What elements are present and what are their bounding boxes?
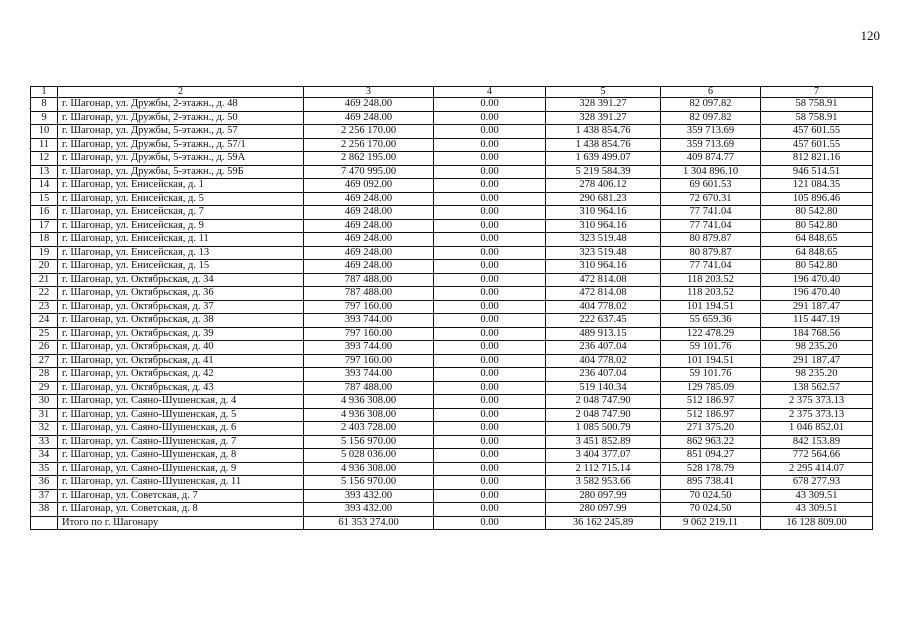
table-row — [31, 233, 873, 247]
row-number-cell: 20 — [31, 260, 58, 274]
address-cell: г. Шагонар, ул. Октябрьская, д. 38 — [58, 314, 304, 328]
col4-cell: 0.00 — [434, 368, 546, 382]
col4-cell: 0.00 — [434, 395, 546, 409]
col4-cell: 0.00 — [434, 408, 546, 422]
column-header-6: 6 — [661, 87, 761, 98]
table-row — [31, 179, 873, 193]
table-row — [31, 98, 873, 112]
address-cell: г. Шагонар, ул. Дружбы, 5-этажн., д. 59Б — [58, 165, 304, 179]
total-cost-cell: 4 936 308.00 — [304, 462, 434, 476]
col5-cell: 278 406.12 — [546, 179, 661, 193]
total-cost-cell: 393 744.00 — [304, 341, 434, 355]
total-col6-cell: 9 062 219.11 — [661, 516, 761, 530]
total-cost-cell: 2 403 728.00 — [304, 422, 434, 436]
col5-cell: 472 814.08 — [546, 273, 661, 287]
col4-cell: 0.00 — [434, 125, 546, 139]
column-header-2: 2 — [58, 87, 304, 98]
total-cost-cell: 469 248.00 — [304, 233, 434, 247]
row-number-cell: 34 — [31, 449, 58, 463]
total-col7-cell: 16 128 809.00 — [761, 516, 873, 530]
col5-cell: 3 451 852.89 — [546, 435, 661, 449]
col5-cell: 3 404 377.07 — [546, 449, 661, 463]
col6-cell: 1 304 896.10 — [661, 165, 761, 179]
col6-cell: 129 785.09 — [661, 381, 761, 395]
total-cost-cell: 4 936 308.00 — [304, 408, 434, 422]
col6-cell: 512 186.97 — [661, 408, 761, 422]
address-cell: г. Шагонар, ул. Октябрьская, д. 40 — [58, 341, 304, 355]
col7-cell: 58 758.91 — [761, 98, 873, 112]
col7-cell: 80 542.80 — [761, 260, 873, 274]
address-cell: г. Шагонар, ул. Енисейская, д. 11 — [58, 233, 304, 247]
total-cost-cell: 797 160.00 — [304, 327, 434, 341]
total-cost-cell: 2 256 170.00 — [304, 138, 434, 152]
col7-cell: 115 447.19 — [761, 314, 873, 328]
col6-cell: 69 601.53 — [661, 179, 761, 193]
address-cell: г. Шагонар, ул. Дружбы, 5-этажн., д. 57 — [58, 125, 304, 139]
col5-cell: 3 582 953.66 — [546, 476, 661, 490]
address-cell: г. Шагонар, ул. Енисейская, д. 9 — [58, 219, 304, 233]
total-total-cost-cell: 61 353 274.00 — [304, 516, 434, 530]
table-row — [31, 422, 873, 436]
column-header-7: 7 — [761, 87, 873, 98]
address-cell: г. Шагонар, ул. Саяно-Шушенская, д. 7 — [58, 435, 304, 449]
row-number-cell: 35 — [31, 462, 58, 476]
table-row — [31, 462, 873, 476]
col5-cell: 1 639 499.07 — [546, 152, 661, 166]
col5-cell: 489 913.15 — [546, 327, 661, 341]
col6-cell: 82 097.82 — [661, 98, 761, 112]
col4-cell: 0.00 — [434, 341, 546, 355]
total-cost-cell: 797 160.00 — [304, 354, 434, 368]
row-number-cell: 9 — [31, 111, 58, 125]
row-number-cell: 33 — [31, 435, 58, 449]
col4-cell: 0.00 — [434, 449, 546, 463]
table-row — [31, 503, 873, 517]
col5-cell: 236 407.04 — [546, 368, 661, 382]
total-row — [31, 516, 873, 530]
col6-cell: 862 963.22 — [661, 435, 761, 449]
table-row — [31, 300, 873, 314]
row-number-cell: 8 — [31, 98, 58, 112]
col4-cell: 0.00 — [434, 381, 546, 395]
col5-cell: 404 778.02 — [546, 354, 661, 368]
col4-cell: 0.00 — [434, 327, 546, 341]
total-cost-cell: 787 488.00 — [304, 273, 434, 287]
col5-cell: 290 681.23 — [546, 192, 661, 206]
row-number-cell: 18 — [31, 233, 58, 247]
row-number-cell: 30 — [31, 395, 58, 409]
col7-cell: 291 187.47 — [761, 300, 873, 314]
table-row — [31, 327, 873, 341]
total-col4-cell: 0.00 — [434, 516, 546, 530]
col6-cell: 77 741.04 — [661, 219, 761, 233]
row-number-cell: 23 — [31, 300, 58, 314]
column-header-1: 1 — [31, 87, 58, 98]
col5-cell: 310 964.16 — [546, 206, 661, 220]
column-header-4: 4 — [434, 87, 546, 98]
col6-cell: 59 101.76 — [661, 341, 761, 355]
col7-cell: 2 375 373.13 — [761, 408, 873, 422]
col5-cell: 519 140.34 — [546, 381, 661, 395]
row-number-cell: 21 — [31, 273, 58, 287]
table-row — [31, 219, 873, 233]
col4-cell: 0.00 — [434, 138, 546, 152]
col5-cell: 280 097.99 — [546, 489, 661, 503]
col5-cell: 222 637.45 — [546, 314, 661, 328]
total-cost-cell: 4 936 308.00 — [304, 395, 434, 409]
table-row — [31, 314, 873, 328]
row-number-cell: 11 — [31, 138, 58, 152]
address-cell: г. Шагонар, ул. Саяно-Шушенская, д. 8 — [58, 449, 304, 463]
table-row — [31, 138, 873, 152]
col4-cell: 0.00 — [434, 300, 546, 314]
address-cell: г. Шагонар, ул. Октябрьская, д. 39 — [58, 327, 304, 341]
column-header-5: 5 — [546, 87, 661, 98]
col6-cell: 528 178.79 — [661, 462, 761, 476]
table-row — [31, 408, 873, 422]
col5-cell: 323 519.48 — [546, 233, 661, 247]
address-cell: г. Шагонар, ул. Октябрьская, д. 36 — [58, 287, 304, 301]
row-number-cell: 22 — [31, 287, 58, 301]
row-number-cell: 29 — [31, 381, 58, 395]
col7-cell: 291 187.47 — [761, 354, 873, 368]
total-cost-cell: 469 248.00 — [304, 260, 434, 274]
table-header-row — [31, 87, 873, 98]
col7-cell: 138 562.57 — [761, 381, 873, 395]
col5-cell: 2 048 747.90 — [546, 408, 661, 422]
col5-cell: 2 112 715.14 — [546, 462, 661, 476]
address-cell: г. Шагонар, ул. Дружбы, 5-этажн., д. 59А — [58, 152, 304, 166]
col6-cell: 895 738.41 — [661, 476, 761, 490]
total-cost-cell: 797 160.00 — [304, 300, 434, 314]
total-cost-cell: 469 092.00 — [304, 179, 434, 193]
total-row-number-cell — [31, 516, 58, 530]
col5-cell: 328 391.27 — [546, 98, 661, 112]
total-cost-cell: 5 156 970.00 — [304, 476, 434, 490]
total-cost-cell: 469 248.00 — [304, 192, 434, 206]
row-number-cell: 14 — [31, 179, 58, 193]
col4-cell: 0.00 — [434, 219, 546, 233]
col6-cell: 77 741.04 — [661, 260, 761, 274]
col7-cell: 80 542.80 — [761, 206, 873, 220]
row-number-cell: 15 — [31, 192, 58, 206]
col4-cell: 0.00 — [434, 462, 546, 476]
col4-cell: 0.00 — [434, 179, 546, 193]
table-row — [31, 165, 873, 179]
address-cell: г. Шагонар, ул. Саяно-Шушенская, д. 4 — [58, 395, 304, 409]
col4-cell: 0.00 — [434, 152, 546, 166]
col6-cell: 80 879.87 — [661, 246, 761, 260]
col7-cell: 772 564.66 — [761, 449, 873, 463]
row-number-cell: 24 — [31, 314, 58, 328]
total-cost-cell: 5 028 036.00 — [304, 449, 434, 463]
col5-cell: 328 391.27 — [546, 111, 661, 125]
row-number-cell: 13 — [31, 165, 58, 179]
address-cell: г. Шагонар, ул. Советская, д. 8 — [58, 503, 304, 517]
page-number: 120 — [860, 28, 880, 43]
col4-cell: 0.00 — [434, 260, 546, 274]
col5-cell: 1 085 500.79 — [546, 422, 661, 436]
address-cell: г. Шагонар, ул. Октябрьская, д. 34 — [58, 273, 304, 287]
col6-cell: 359 713.69 — [661, 138, 761, 152]
table-row — [31, 260, 873, 274]
col7-cell: 812 821.16 — [761, 152, 873, 166]
col5-cell: 5 219 584.39 — [546, 165, 661, 179]
address-cell: г. Шагонар, ул. Саяно-Шушенская, д. 6 — [58, 422, 304, 436]
table-row — [31, 111, 873, 125]
total-cost-cell: 469 248.00 — [304, 98, 434, 112]
col4-cell: 0.00 — [434, 354, 546, 368]
table-row — [31, 435, 873, 449]
col7-cell: 80 542.80 — [761, 219, 873, 233]
total-cost-cell: 7 470 995.00 — [304, 165, 434, 179]
total-cost-cell: 469 248.00 — [304, 219, 434, 233]
col4-cell: 0.00 — [434, 422, 546, 436]
address-cell: г. Шагонар, ул. Саяно-Шушенская, д. 11 — [58, 476, 304, 490]
col6-cell: 70 024.50 — [661, 503, 761, 517]
col4-cell: 0.00 — [434, 111, 546, 125]
col7-cell: 1 046 852.01 — [761, 422, 873, 436]
address-cell: г. Шагонар, ул. Октябрьская, д. 43 — [58, 381, 304, 395]
table-row — [31, 354, 873, 368]
address-cell: г. Шагонар, ул. Дружбы, 2-этажн., д. 48 — [58, 98, 304, 112]
row-number-cell: 38 — [31, 503, 58, 517]
housing-funding-table — [30, 86, 873, 530]
col4-cell: 0.00 — [434, 165, 546, 179]
row-number-cell: 25 — [31, 327, 58, 341]
table-row — [31, 287, 873, 301]
col7-cell: 43 309.51 — [761, 503, 873, 517]
col5-cell: 472 814.08 — [546, 287, 661, 301]
total-cost-cell: 393 432.00 — [304, 503, 434, 517]
total-cost-cell: 393 432.00 — [304, 489, 434, 503]
col6-cell: 101 194.51 — [661, 354, 761, 368]
table-row — [31, 125, 873, 139]
address-cell: г. Шагонар, ул. Енисейская, д. 15 — [58, 260, 304, 274]
col4-cell: 0.00 — [434, 489, 546, 503]
row-number-cell: 10 — [31, 125, 58, 139]
col7-cell: 196 470.40 — [761, 273, 873, 287]
col7-cell: 457 601.55 — [761, 138, 873, 152]
table-row — [31, 368, 873, 382]
total-cost-cell: 2 256 170.00 — [304, 125, 434, 139]
row-number-cell: 32 — [31, 422, 58, 436]
col7-cell: 58 758.91 — [761, 111, 873, 125]
col5-cell: 323 519.48 — [546, 246, 661, 260]
total-cost-cell: 469 248.00 — [304, 206, 434, 220]
col7-cell: 98 235.20 — [761, 368, 873, 382]
address-cell: г. Шагонар, ул. Октябрьская, д. 37 — [58, 300, 304, 314]
col6-cell: 118 203.52 — [661, 287, 761, 301]
address-cell: г. Шагонар, ул. Октябрьская, д. 41 — [58, 354, 304, 368]
col4-cell: 0.00 — [434, 314, 546, 328]
table-row — [31, 381, 873, 395]
col7-cell: 184 768.56 — [761, 327, 873, 341]
col7-cell: 64 848.65 — [761, 246, 873, 260]
table-row — [31, 273, 873, 287]
total-cost-cell: 469 248.00 — [304, 246, 434, 260]
row-number-cell: 16 — [31, 206, 58, 220]
address-cell: г. Шагонар, ул. Советская, д. 7 — [58, 489, 304, 503]
col6-cell: 409 874.77 — [661, 152, 761, 166]
table-row — [31, 341, 873, 355]
col7-cell: 946 514.51 — [761, 165, 873, 179]
table-row — [31, 489, 873, 503]
col5-cell: 1 438 854.76 — [546, 138, 661, 152]
address-cell: г. Шагонар, ул. Енисейская, д. 5 — [58, 192, 304, 206]
col6-cell: 122 478.29 — [661, 327, 761, 341]
col4-cell: 0.00 — [434, 503, 546, 517]
col6-cell: 82 097.82 — [661, 111, 761, 125]
col6-cell: 59 101.76 — [661, 368, 761, 382]
col4-cell: 0.00 — [434, 476, 546, 490]
col5-cell: 1 438 854.76 — [546, 125, 661, 139]
col7-cell: 457 601.55 — [761, 125, 873, 139]
col7-cell: 98 235.20 — [761, 341, 873, 355]
col4-cell: 0.00 — [434, 233, 546, 247]
row-number-cell: 37 — [31, 489, 58, 503]
col6-cell: 72 670.31 — [661, 192, 761, 206]
col4-cell: 0.00 — [434, 435, 546, 449]
col6-cell: 70 024.50 — [661, 489, 761, 503]
address-cell: г. Шагонар, ул. Октябрьская, д. 42 — [58, 368, 304, 382]
address-cell: г. Шагонар, ул. Енисейская, д. 13 — [58, 246, 304, 260]
column-header-3: 3 — [304, 87, 434, 98]
col6-cell: 77 741.04 — [661, 206, 761, 220]
col4-cell: 0.00 — [434, 287, 546, 301]
col7-cell: 64 848.65 — [761, 233, 873, 247]
col6-cell: 118 203.52 — [661, 273, 761, 287]
row-number-cell: 36 — [31, 476, 58, 490]
total-cost-cell: 2 862 195.00 — [304, 152, 434, 166]
col4-cell: 0.00 — [434, 206, 546, 220]
row-number-cell: 28 — [31, 368, 58, 382]
col5-cell: 310 964.16 — [546, 260, 661, 274]
col4-cell: 0.00 — [434, 98, 546, 112]
col6-cell: 55 659.36 — [661, 314, 761, 328]
col5-cell: 2 048 747.90 — [546, 395, 661, 409]
table-row — [31, 206, 873, 220]
total-cost-cell: 787 488.00 — [304, 287, 434, 301]
table-row — [31, 395, 873, 409]
address-cell: г. Шагонар, ул. Саяно-Шушенская, д. 5 — [58, 408, 304, 422]
col6-cell: 80 879.87 — [661, 233, 761, 247]
col6-cell: 271 375.20 — [661, 422, 761, 436]
col7-cell: 842 153.89 — [761, 435, 873, 449]
address-cell: г. Шагонар, ул. Енисейская, д. 7 — [58, 206, 304, 220]
total-label: Итого по г. Шагонару — [58, 516, 304, 530]
col5-cell: 280 097.99 — [546, 503, 661, 517]
address-cell: г. Шагонар, ул. Саяно-Шушенская, д. 9 — [58, 462, 304, 476]
table-row — [31, 246, 873, 260]
table-row — [31, 449, 873, 463]
total-cost-cell: 393 744.00 — [304, 314, 434, 328]
total-cost-cell: 393 744.00 — [304, 368, 434, 382]
col4-cell: 0.00 — [434, 192, 546, 206]
row-number-cell: 19 — [31, 246, 58, 260]
col6-cell: 512 186.97 — [661, 395, 761, 409]
address-cell: г. Шагонар, ул. Енисейская, д. 1 — [58, 179, 304, 193]
total-cost-cell: 469 248.00 — [304, 111, 434, 125]
row-number-cell: 17 — [31, 219, 58, 233]
address-cell: г. Шагонар, ул. Дружбы, 2-этажн., д. 50 — [58, 111, 304, 125]
total-col5-cell: 36 162 245.89 — [546, 516, 661, 530]
col7-cell: 196 470.40 — [761, 287, 873, 301]
col4-cell: 0.00 — [434, 273, 546, 287]
col7-cell: 2 295 414.07 — [761, 462, 873, 476]
total-cost-cell: 5 156 970.00 — [304, 435, 434, 449]
col6-cell: 359 713.69 — [661, 125, 761, 139]
col5-cell: 404 778.02 — [546, 300, 661, 314]
row-number-cell: 12 — [31, 152, 58, 166]
col7-cell: 121 084.35 — [761, 179, 873, 193]
table-row — [31, 192, 873, 206]
row-number-cell: 31 — [31, 408, 58, 422]
col5-cell: 310 964.16 — [546, 219, 661, 233]
total-cost-cell: 787 488.00 — [304, 381, 434, 395]
col6-cell: 851 094.27 — [661, 449, 761, 463]
col5-cell: 236 407.04 — [546, 341, 661, 355]
col4-cell: 0.00 — [434, 246, 546, 260]
row-number-cell: 27 — [31, 354, 58, 368]
table-row — [31, 152, 873, 166]
table-row — [31, 476, 873, 490]
col7-cell: 43 309.51 — [761, 489, 873, 503]
col7-cell: 678 277.93 — [761, 476, 873, 490]
address-cell: г. Шагонар, ул. Дружбы, 5-этажн., д. 57/1 — [58, 138, 304, 152]
row-number-cell: 26 — [31, 341, 58, 355]
col7-cell: 2 375 373.13 — [761, 395, 873, 409]
col6-cell: 101 194.51 — [661, 300, 761, 314]
col7-cell: 105 896.46 — [761, 192, 873, 206]
